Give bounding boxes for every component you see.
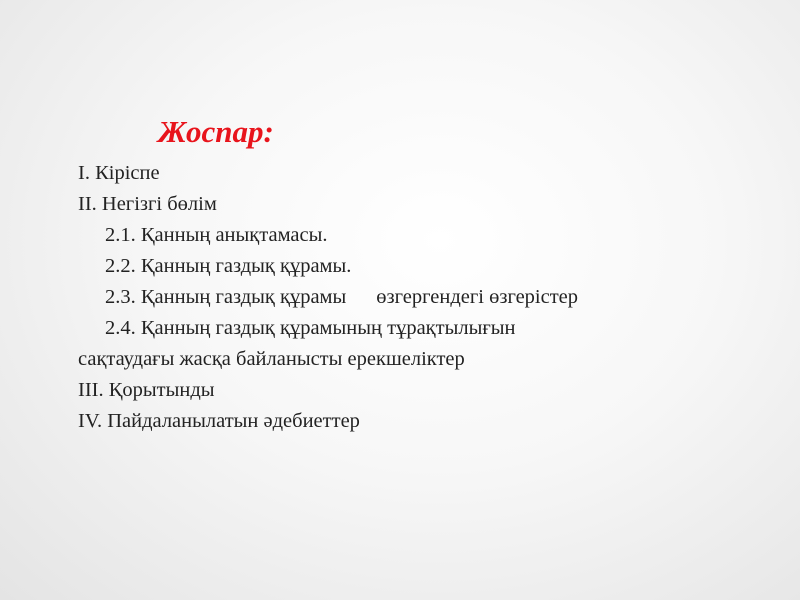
plan-subitem-2-1: 2.1. Қанның анықтамасы. (105, 224, 328, 246)
plan-subitem-2-4-continuation: сақтаудағы жасқа байланысты ерекшеліктер (78, 348, 465, 370)
plan-item-introduction: I. Кіріспе (78, 162, 160, 184)
plan-subitem-2-3-part2: өзгергендегі өзгерістер (376, 286, 579, 308)
plan-item-references: IV. Пайдаланылатын әдебиеттер (78, 410, 360, 432)
plan-item-main-part: II. Негізгі бөлім (78, 193, 217, 215)
slide-title: Жоспар: (158, 114, 274, 149)
plan-subitem-2-3 (78, 282, 578, 313)
plan-subitem-2-4: 2.4. Қанның газдық құрамының тұрақтылығын (105, 317, 516, 339)
plan-list (78, 158, 578, 437)
plan-item-conclusion: III. Қорытынды (78, 379, 215, 401)
plan-subitem-2-2: 2.2. Қанның газдық құрамы. (105, 255, 352, 277)
plan-subitem-2-3-part1: 2.3. Қанның газдық құрамы (105, 286, 347, 308)
